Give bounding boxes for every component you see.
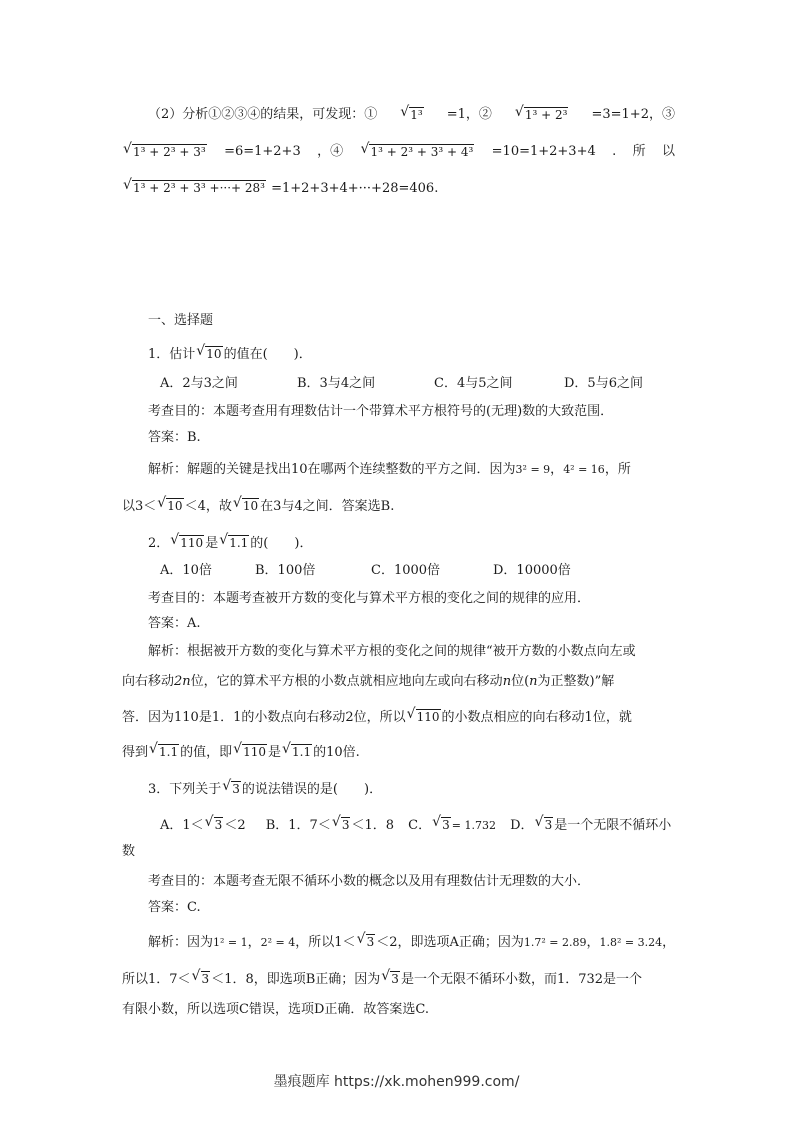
question-1-answer: 答案：B. [148,430,201,445]
text: 以 [661,144,675,159]
equation: 2² = 4 [260,936,296,949]
option-a: A．2与3之间 [160,376,238,391]
part2-line-2 [122,143,675,161]
text: 在3与4之间．答案选B. [260,499,395,514]
text: C． [408,818,432,833]
question-3-option-d-cont: 数 [122,844,136,859]
sqrt-expression [149,743,179,761]
sqrt-expression [233,743,267,761]
text: 2． [148,536,170,551]
sqrt-expression [123,179,266,197]
question-3-analysis-3: 有限小数，所以选项C错误，选项D正确．故答案选C. [122,1002,429,1017]
text: 以3＜ [122,499,157,514]
sqrt-expression [205,816,224,834]
question-1-analysis-1 [148,461,675,479]
option-b: B．100倍 [255,563,316,578]
text: ＜2 [224,818,246,833]
sqrt-expression [407,708,441,726]
radicand: 3 [544,818,553,832]
footer-watermark: 墨痕题库 https://xk.mohen999.com/ [273,1074,520,1090]
text: = 1.732 [451,819,496,832]
text: ， [586,935,600,950]
variable: n [529,674,538,689]
sqrt-expression [357,933,376,951]
radicand: 1³ + 2³ [524,108,568,122]
radicand: 3 [341,818,350,832]
text: 的值在( )． [223,347,312,362]
text: 得到 [122,745,149,760]
sqrt-expression [381,970,400,988]
text: ，所以1＜ [295,935,356,950]
text: 向右移动 [122,674,175,689]
option-d: D．10000倍 [493,563,571,578]
text: 解析：因为 [148,935,214,950]
sqrt-expression [360,143,474,161]
text: 是一个无限不循环小数，而1．732是一个 [400,972,643,987]
text: 为正整数)”解 [537,674,615,689]
option-c: C．4与5之间 [434,376,513,391]
equation: 4² = 16 [563,463,605,476]
text: 的小数点相应的向右移动1位，就 [441,710,632,725]
question-2-answer: 答案：A. [148,616,201,631]
question-3-stem [148,780,675,799]
sqrt-expression [400,106,423,124]
sqrt-expression [170,534,204,552]
question-2-options [160,562,675,580]
text: ＜1．8 [351,818,395,833]
text: A．1＜ [160,818,204,833]
text: ， [247,935,261,950]
radicand: 110 [243,745,267,759]
text: ， [662,935,676,950]
sqrt-expression [123,143,207,161]
radicand: 110 [180,536,204,550]
text: ，所 [604,462,631,477]
equation: 3² = 9 [515,463,551,476]
radicand: 1³ + 2³ + 3³ [133,145,206,159]
question-2-analysis-1: 解析：根据被开方数的变化与算术平方根的变化之间的规律“被开方数的小数点向左或 [148,644,636,659]
text: 解析：解题的关键是找出10在哪两个连续整数的平方之间．因为 [148,462,516,477]
question-2-analysis-3 [122,708,675,727]
radicand: 1.1 [292,745,312,759]
text: ＜1．8，即选项B正确；因为 [211,972,381,987]
sqrt-expression [222,780,241,798]
question-1-options [160,375,675,393]
text: 的说法错误的是( )． [241,782,383,797]
equation: 1.8² = 3.24 [599,936,663,949]
question-2-purpose: 考查目的：本题考查被开方数的变化与算术平方根的变化之间的规律的应用． [148,591,591,606]
sqrt-expression [157,497,183,515]
text: 位( [511,674,530,689]
text: 的( )． [250,536,313,551]
text: D． [510,818,534,833]
question-2-analysis-4 [122,743,675,762]
question-1-analysis-2 [122,497,675,516]
sqrt-expression [196,345,222,363]
text: 1．估计 [148,347,196,362]
radicand: 1³ + 2³ + 3³ +···+ 28³ [133,181,265,195]
sqrt-expression [515,106,569,124]
radicand: 10 [167,499,183,513]
radicand: 3 [442,818,450,832]
question-2-analysis-2 [122,673,675,691]
radicand: 1³ + 2³ + 3³ + 4³ [370,145,474,159]
question-3-purpose: 考查目的：本题考查无限不循环小数的概念以及用有理数估计无理数的大小． [148,874,591,889]
text: 答．因为110是1．1的小数点向右移动2位，所以 [122,710,406,725]
option-d [510,818,671,833]
text: ，④ [317,144,344,159]
option-c: C．1000倍 [371,563,441,578]
text: B．1．7＜ [265,818,331,833]
sqrt-expression [535,816,554,834]
text: 是一个无限不循环小 [554,818,672,833]
question-3-options [160,816,681,835]
option-a [160,818,246,833]
text: ＜2，即选项A正确；因为 [376,935,524,950]
radicand: 3 [214,818,223,832]
option-d: D．5与6之间 [564,376,643,391]
option-b [266,818,394,833]
option-a: A．10倍 [160,563,212,578]
text: ＜4，故 [184,499,232,514]
text: 的10倍. [313,745,360,760]
text: 的值，即 [180,745,233,760]
question-2-stem [148,534,675,553]
variable: n [502,674,512,689]
sqrt-expression [192,970,211,988]
question-3-analysis-2 [122,970,675,989]
equation: 1² = 1 [213,936,248,949]
sqrt-expression [219,534,249,552]
text: 所 [632,144,646,159]
text: （2）分析①②③④的结果，可发现：① [148,107,378,122]
question-1-stem [148,345,675,364]
text: 是 [205,536,219,551]
text: 3．下列关于 [148,782,222,797]
radicand: 1.1 [229,536,249,550]
text: . [612,144,617,159]
radicand: 3 [232,782,240,796]
question-3-answer: 答案：C. [148,900,201,915]
sqrt-expression [233,497,259,515]
text: =1+2+3+4+···+28=406. [271,181,439,196]
radicand: 10 [206,347,222,361]
question-3-analysis-1 [148,933,681,952]
part2-line-3 [122,179,675,198]
sqrt-expression [332,816,351,834]
option-c [408,818,496,833]
radicand: 1³ [410,108,423,122]
text: 所以1．7＜ [122,972,191,987]
text: ， [550,462,564,477]
option-b: B．3与4之间 [297,376,376,391]
radicand: 3 [201,972,210,986]
text: =10=1+2+3+4 [491,144,596,159]
sqrt-expression [282,743,312,761]
text: =3=1+2，③ [591,107,675,122]
sqrt-expression [432,816,451,834]
part2-line-1 [148,106,675,124]
text: =6=1+2+3 [224,144,301,159]
question-1-purpose: 考查目的：本题考查用有理数估计一个带算术平方根符号的(无理)数的大致范围． [148,404,614,419]
text: =1，② [446,107,492,122]
radicand: 3 [391,972,399,986]
equation: 1.7² = 2.89 [523,936,587,949]
section-heading: 一、选择题 [148,313,214,328]
radicand: 10 [242,499,259,513]
radicand: 110 [416,710,440,724]
radicand: 1.1 [159,745,179,759]
text: 是 [268,745,282,760]
radicand: 3 [366,935,375,949]
variable: 2n [174,674,191,689]
text: 位，它的算术平方根的小数点就相应地向左或向右移动 [190,674,503,689]
